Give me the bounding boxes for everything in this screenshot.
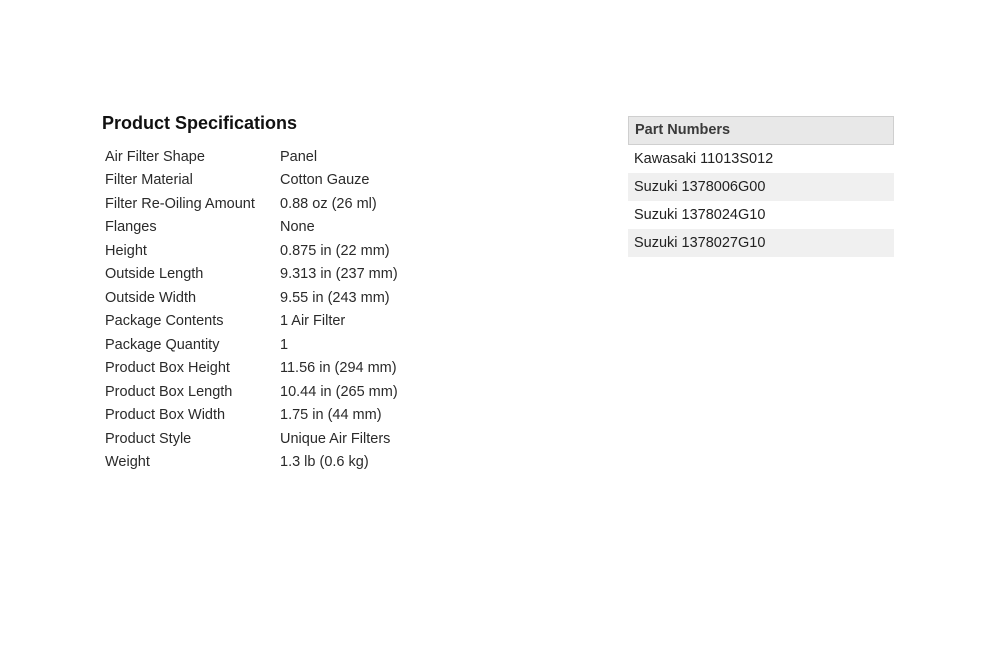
- spec-value: 11.56 in (294 mm): [280, 360, 397, 377]
- spec-label: Air Filter Shape: [105, 148, 205, 165]
- spec-row: [102, 239, 398, 263]
- spec-value: Panel: [280, 148, 318, 165]
- spec-value: Unique Air Filters: [280, 430, 391, 447]
- spec-row: [102, 310, 398, 334]
- spec-value: 1.3 lb (0.6 kg): [280, 454, 369, 471]
- spec-label: Filter Re-Oiling Amount: [105, 195, 255, 212]
- spec-value: 0.875 in (22 mm): [280, 242, 390, 259]
- part-number-item: Suzuki 1378006G00: [628, 173, 894, 201]
- spec-row: [102, 286, 398, 310]
- spec-value: None: [280, 219, 315, 236]
- spec-label: Height: [105, 242, 147, 259]
- spec-value: 10.44 in (265 mm): [280, 383, 398, 400]
- spec-value: 9.313 in (237 mm): [280, 266, 398, 283]
- part-numbers-list: [628, 145, 894, 257]
- spec-label: Product Box Width: [105, 407, 226, 424]
- part-numbers-header: Part Numbers: [628, 116, 894, 145]
- spec-row: [102, 333, 398, 357]
- spec-row: [102, 216, 398, 240]
- specifications-table: [102, 145, 398, 474]
- spec-row: [102, 357, 398, 381]
- spec-row: [102, 145, 398, 169]
- spec-label: Package Quantity: [105, 336, 220, 353]
- part-number-item: Kawasaki 11013S012: [634, 151, 774, 167]
- spec-value: 0.88 oz (26 ml): [280, 195, 377, 212]
- spec-value: 1.75 in (44 mm): [280, 407, 382, 424]
- spec-label: Outside Length: [105, 266, 204, 283]
- spec-label: Flanges: [105, 219, 157, 236]
- spec-label: Product Box Height: [105, 360, 230, 377]
- spec-label: Product Box Length: [105, 383, 233, 400]
- spec-value: Cotton Gauze: [280, 172, 370, 189]
- spec-row: [102, 380, 398, 404]
- part-numbers-section: [628, 116, 894, 257]
- spec-row: [102, 427, 398, 451]
- spec-row: [102, 451, 398, 475]
- part-number-item: Suzuki 1378024G10: [634, 207, 766, 223]
- spec-value: 9.55 in (243 mm): [280, 289, 390, 306]
- spec-row: [102, 263, 398, 287]
- spec-row: [102, 169, 398, 193]
- specifications-title: Product Specifications: [102, 113, 298, 133]
- product-specifications-section: [102, 111, 522, 474]
- part-number-item: Suzuki 1378027G10: [628, 229, 894, 257]
- spec-label: Package Contents: [105, 313, 224, 330]
- spec-label: Weight: [105, 454, 150, 471]
- spec-row: [102, 404, 398, 428]
- spec-value: 1 Air Filter: [280, 313, 346, 330]
- spec-value: 1: [280, 336, 289, 353]
- spec-label: Outside Width: [105, 289, 197, 306]
- spec-label: Product Style: [105, 430, 192, 447]
- spec-row: [102, 192, 398, 216]
- spec-label: Filter Material: [105, 172, 193, 189]
